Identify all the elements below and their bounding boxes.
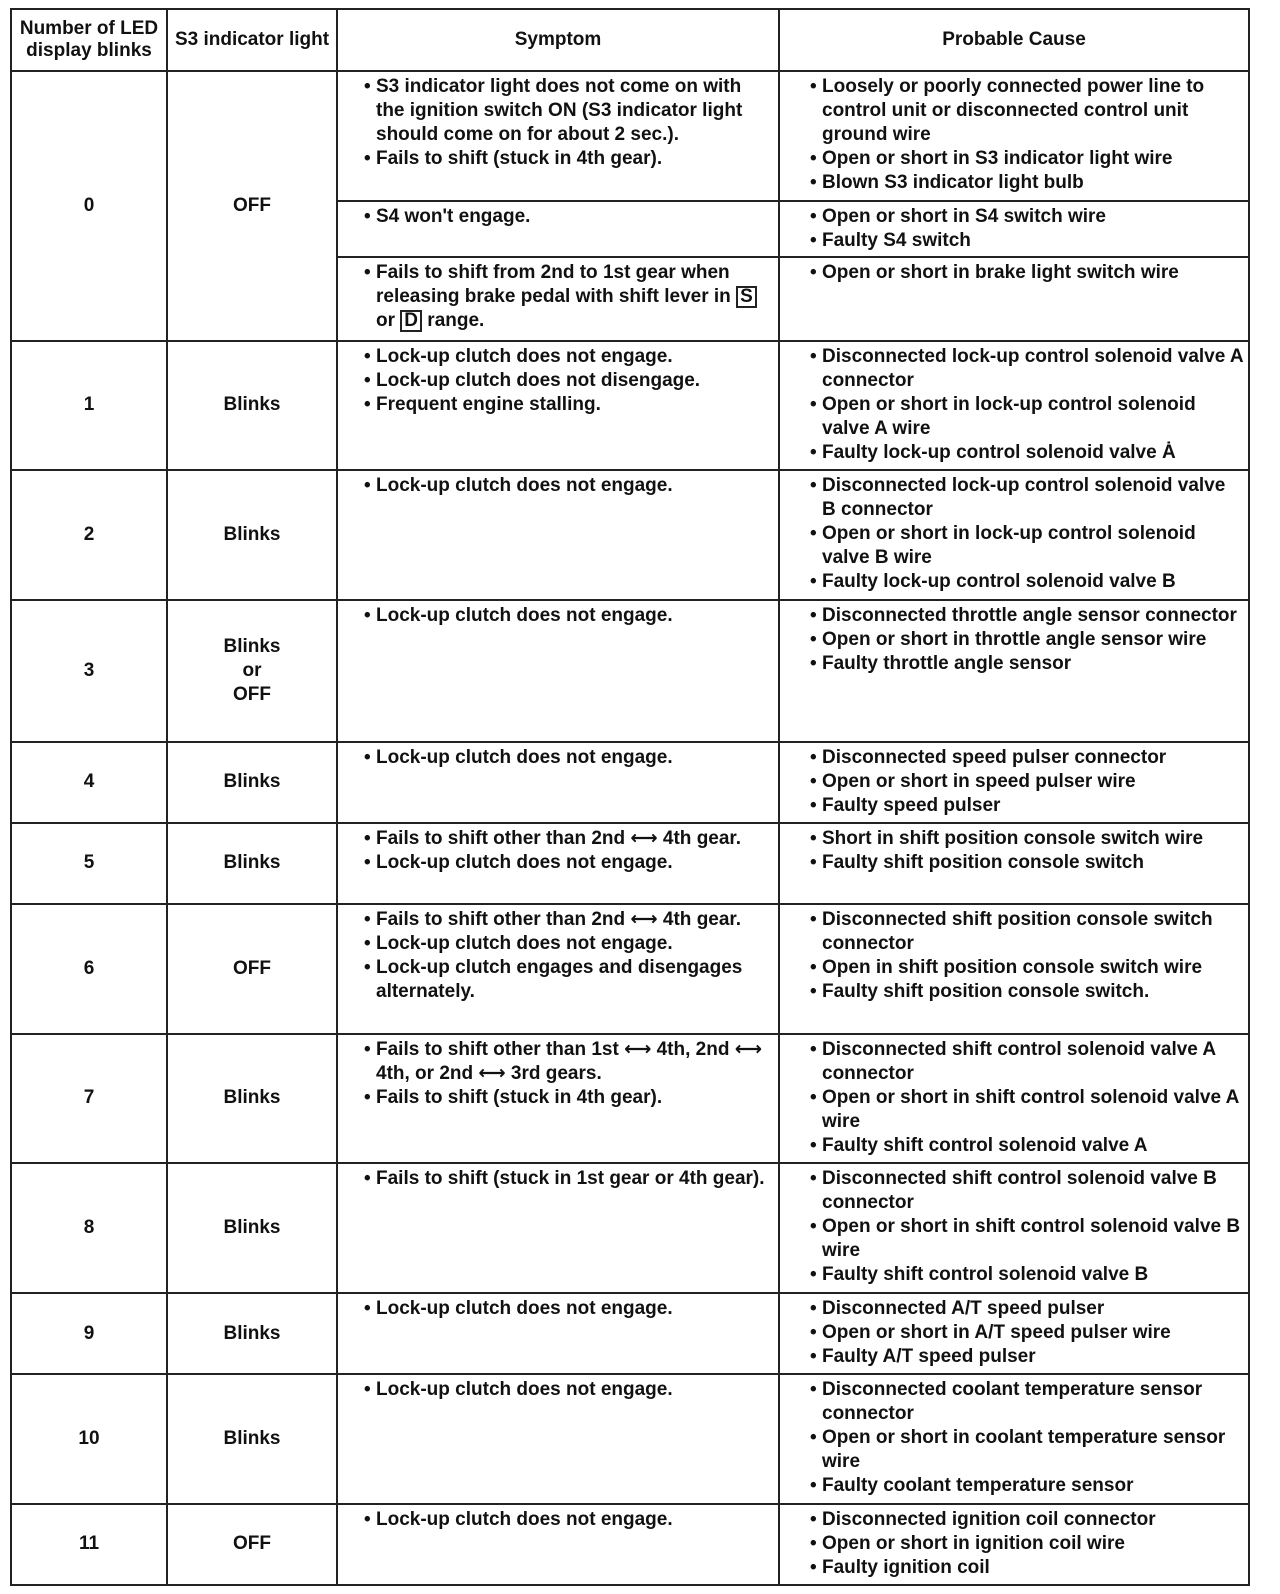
blink-count: 9 [11,1293,167,1374]
symptom-cell [337,1034,779,1164]
cause-item: • Open or short in speed pulser wire [810,770,1244,794]
symptom-item: • Fails to shift other than 2nd ⟷ 4th gear. [364,908,774,932]
header-blinks: Number of LED display blinks [11,9,167,71]
indicator-state [167,1034,337,1164]
cause-item: • Disconnected lock-up control solenoid valve A connector [810,345,1244,393]
blink-count: 7 [11,1034,167,1164]
symptom-item: • Lock-up clutch does not engage. [364,474,774,498]
cause-item: • Disconnected lock-up control solenoid valve B connector [810,474,1244,522]
indicator-text: OFF [233,683,271,705]
cause-cell [779,742,1249,823]
header-cause: Probable Cause [779,9,1249,71]
symptom-cell [337,257,779,340]
symptom-item: • Lock-up clutch does not disengage. [364,369,774,393]
blink-count: 10 [11,1374,167,1504]
cause-item: • Faulty coolant temperature sensor [810,1474,1244,1498]
cause-item: • Open or short in S4 switch wire [810,205,1244,229]
indicator-state [167,470,337,600]
cause-item: • Faulty lock-up control solenoid valve B [810,570,1244,594]
cause-item: • Open or short in S3 indicator light wire [810,147,1244,171]
symptom-item: • Fails to shift other than 2nd ⟷ 4th gear. [364,827,774,851]
indicator-text: Blinks [223,1322,281,1344]
table-row [11,742,1249,823]
indicator-text: Blinks [223,1427,281,1449]
cause-cell [779,823,1249,904]
indicator-text: Blinks [223,1217,281,1239]
cause-list [810,908,1244,1004]
cause-list [810,1038,1244,1158]
indicator-state [167,341,337,471]
symptom-cell [337,904,779,1034]
cause-cell [779,1163,1249,1293]
cause-item: • Faulty shift position console switch [810,851,1244,875]
table-row [11,600,1249,742]
cause-item: • Faulty ignition coil [810,1556,1244,1580]
table-row [11,341,1249,471]
indicator-state [167,71,337,341]
cause-item: • Short in shift position console switch wire [810,827,1244,851]
cause-list [810,1297,1244,1369]
cause-item: • Disconnected shift position console switch connector [810,908,1244,956]
header-symptom: Symptom [337,9,779,71]
cause-list [810,604,1244,676]
cause-list [810,1508,1244,1580]
symptom-item: • Lock-up clutch does not engage. [364,1378,774,1402]
indicator-text: Blinks [223,394,281,416]
symptom-list [364,205,774,229]
indicator-state [167,823,337,904]
indicator-state [167,1293,337,1374]
cause-item: • Open or short in lock-up control solenoid valve A wire [810,393,1244,441]
cause-item: • Disconnected shift control solenoid valve B connector [810,1167,1244,1215]
cause-item: • Disconnected speed pulser connector [810,746,1244,770]
symptom-list [364,474,774,498]
cause-item: • Open or short in shift control solenoid valve A wire [810,1086,1244,1134]
symptom-list [364,604,774,628]
cause-cell [779,904,1249,1034]
indicator-text: OFF [233,194,271,216]
cause-item: • Faulty S4 switch [810,229,1244,253]
table-row [11,1293,1249,1374]
indicator-text: OFF [233,1533,271,1555]
table-row [11,71,1249,201]
cause-item: • Faulty lock-up control solenoid valve Ȧ [810,441,1244,465]
symptom-list [364,827,774,875]
blink-count: 3 [11,600,167,742]
cause-list [810,827,1244,875]
blink-count: 8 [11,1163,167,1293]
symptom-cell [337,470,779,600]
cause-cell [779,341,1249,471]
cause-item: • Loosely or poorly connected power line to control unit or disconnected control unit ground wire [810,75,1244,147]
cause-cell [779,71,1249,201]
symptom-item: • Lock-up clutch does not engage. [364,746,774,770]
indicator-state [167,600,337,742]
cause-item: • Open or short in brake light switch wire [810,261,1244,285]
table-body [11,71,1249,1585]
symptom-item: • Lock-up clutch does not engage. [364,1297,774,1321]
cause-item: • Faulty A/T speed pulser [810,1345,1244,1369]
indicator-text: Blinks [223,635,281,657]
symptom-item: • Fails to shift (stuck in 4th gear). [364,147,774,171]
cause-list [810,1167,1244,1287]
cause-item: • Open or short in throttle angle sensor wire [810,628,1244,652]
cause-list [810,1378,1244,1498]
symptom-list [364,75,774,171]
symptom-list [364,1038,774,1110]
symptom-item: • Fails to shift other than 1st ⟷ 4th, 2nd ⟷ 4th, or 2nd ⟷ 3rd gears. [364,1038,774,1086]
cause-item: • Faulty throttle angle sensor [810,652,1244,676]
cause-cell [779,1374,1249,1504]
indicator-state [167,1374,337,1504]
symptom-item: • Lock-up clutch engages and disengages alternately. [364,956,774,1004]
symptom-cell [337,201,779,258]
indicator-state [167,742,337,823]
symptom-cell [337,71,779,201]
symptom-cell [337,1374,779,1504]
cause-cell [779,1293,1249,1374]
cause-list [810,746,1244,818]
symptom-list [364,1297,774,1321]
range-tail: range. [427,310,485,332]
symptom-item: • Lock-up clutch does not engage. [364,851,774,875]
symptom-cell [337,600,779,742]
cause-item: • Disconnected A/T speed pulser [810,1297,1244,1321]
range-d-box: D [400,310,422,332]
cause-list [810,75,1244,195]
header-row [11,9,1249,71]
cause-item: • Open or short in ignition coil wire [810,1532,1244,1556]
cause-item: • Disconnected shift control solenoid valve A connector [810,1038,1244,1086]
symptom-list [364,1167,774,1191]
cause-list [810,345,1244,465]
cause-item: • Blown S3 indicator light bulb [810,171,1244,195]
table-row [11,1034,1249,1164]
blink-count: 0 [11,71,167,341]
symptom-cell [337,1293,779,1374]
table-row [11,823,1249,904]
cause-item: • Faulty shift control solenoid valve A [810,1134,1244,1158]
symptom-item: • Lock-up clutch does not engage. [364,604,774,628]
table-row [11,1374,1249,1504]
indicator-state [167,904,337,1034]
symptom-item: • S3 indicator light does not come on with the ignition switch ON (S3 indicator light should come on for about 2 sec.). [364,75,774,147]
blink-count: 4 [11,742,167,823]
symptom-item: • S4 won't engage. [364,205,774,229]
cause-cell [779,470,1249,600]
cause-item: • Faulty shift position console switch. [810,980,1244,1004]
cause-item: • Open in shift position console switch wire [810,956,1244,980]
cause-item: • Disconnected throttle angle sensor connector [810,604,1244,628]
indicator-text: OFF [233,957,271,979]
blink-count: 5 [11,823,167,904]
cause-item: • Disconnected coolant temperature sensor connector [810,1378,1244,1426]
cause-cell [779,1034,1249,1164]
cause-list [810,261,1244,285]
symptom-list [364,908,774,1004]
symptom-cell [337,742,779,823]
symptom-list [364,1378,774,1402]
table-row [11,904,1249,1034]
symptom-cell [337,823,779,904]
indicator-text: Blinks [223,852,281,874]
symptom-item: • Lock-up clutch does not engage. [364,345,774,369]
table-row [11,470,1249,600]
indicator-text: Blinks [223,1087,281,1109]
diagnosis-table [10,8,1250,1586]
symptom-item: • Frequent engine stalling. [364,393,774,417]
cause-list [810,205,1244,253]
symptom-cell [337,1504,779,1585]
cause-item: • Open or short in lock-up control solenoid valve B wire [810,522,1244,570]
indicator-state [167,1163,337,1293]
indicator-text: or [242,659,262,681]
symptom-item: • Lock-up clutch does not engage. [364,932,774,956]
cause-item: • Open or short in coolant temperature sensor wire [810,1426,1244,1474]
indicator-text: Blinks [223,524,281,546]
cause-item: • Disconnected ignition coil connector [810,1508,1244,1532]
range-indicator [376,286,757,331]
cause-item: • Faulty speed pulser [810,794,1244,818]
table-row [11,1504,1249,1585]
symptom-list [364,261,774,333]
symptom-cell [337,341,779,471]
cause-item: • Faulty shift control solenoid valve B [810,1263,1244,1287]
blink-count: 2 [11,470,167,600]
blink-count: 11 [11,1504,167,1585]
indicator-state [167,1504,337,1585]
symptom-item: • Fails to shift (stuck in 1st gear or 4th gear). [364,1167,774,1191]
cause-cell [779,201,1249,258]
cause-cell [779,257,1249,340]
cause-item: • Open or short in shift control solenoid valve B wire [810,1215,1244,1263]
table-row [11,1163,1249,1293]
symptom-item: • Fails to shift (stuck in 4th gear). [364,1086,774,1110]
symptom-cell [337,1163,779,1293]
symptom-list [364,746,774,770]
range-or: or [376,310,395,332]
blink-count: 6 [11,904,167,1034]
header-indicator: S3 indicator light [167,9,337,71]
symptom-item: • Lock-up clutch does not engage. [364,1508,774,1532]
symptom-list [364,1508,774,1532]
symptom-item: • Fails to shift from 2nd to 1st gear when releasing brake pedal with shift lever in S or D range. [364,261,774,333]
symptom-list [364,345,774,417]
indicator-text: Blinks [223,771,281,793]
blink-count: 1 [11,341,167,471]
cause-list [810,474,1244,594]
cause-cell [779,600,1249,742]
range-s-box: S [736,286,757,308]
cause-item: • Open or short in A/T speed pulser wire [810,1321,1244,1345]
cause-cell [779,1504,1249,1585]
